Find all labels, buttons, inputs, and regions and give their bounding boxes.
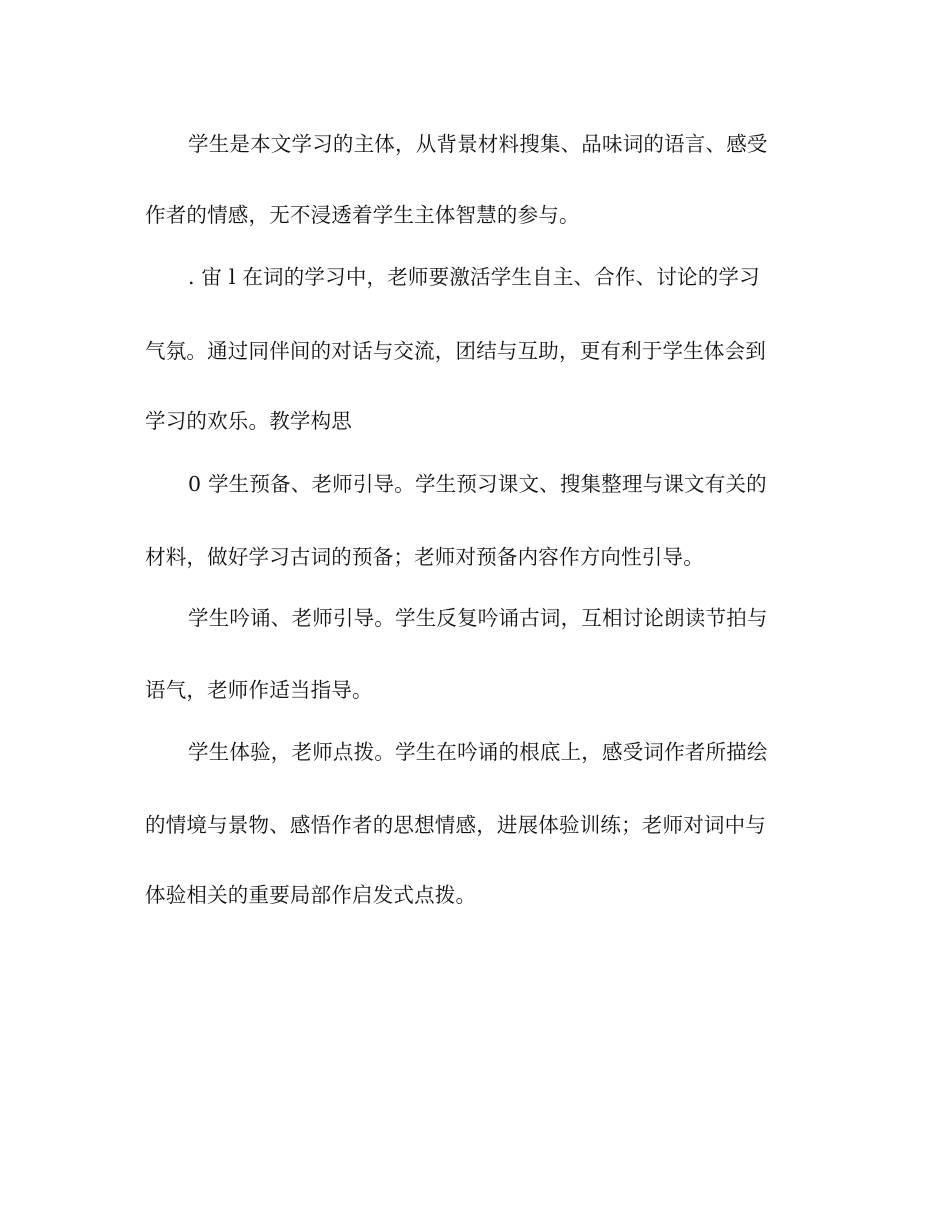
text-line: 作者的情感，无不浸透着学生主体智慧的参与。 bbox=[145, 203, 580, 227]
text-line: 学生吟诵、老师引导。学生反复吟诵古词，互相讨论朗读节拍与 bbox=[188, 606, 768, 630]
text-line: 语气，老师作适当指导。 bbox=[145, 678, 373, 702]
text-line: 气氛。通过同伴间的对话与交流，团结与互助，更有利于学生体会到 bbox=[145, 339, 766, 363]
text-line: 材料，做好学习古词的预备；老师对预备内容作方向性引导。 bbox=[145, 545, 704, 569]
text-line: 0 学生预备、老师引导。学生预习课文、搜集整理与课文有关的 bbox=[188, 472, 767, 496]
text-line: . 宙 l 在词的学习中，老师要激活学生自主、合作、讨论的学习 bbox=[188, 265, 760, 289]
text-line: 的情境与景物、感悟作者的思想情感，进展体验训练；老师对词中与 bbox=[145, 813, 766, 837]
text-line: 体验相关的重要局部作启发式点拨。 bbox=[145, 883, 477, 907]
text-line: 学生体验，老师点拨。学生在吟诵的根底上，感受词作者所描绘 bbox=[188, 740, 768, 764]
text-line: 学习的欢乐。教学构思 bbox=[145, 409, 352, 433]
text-line: 学生是本文学习的主体，从背景材料搜集、品味词的语言、感受 bbox=[188, 132, 768, 156]
